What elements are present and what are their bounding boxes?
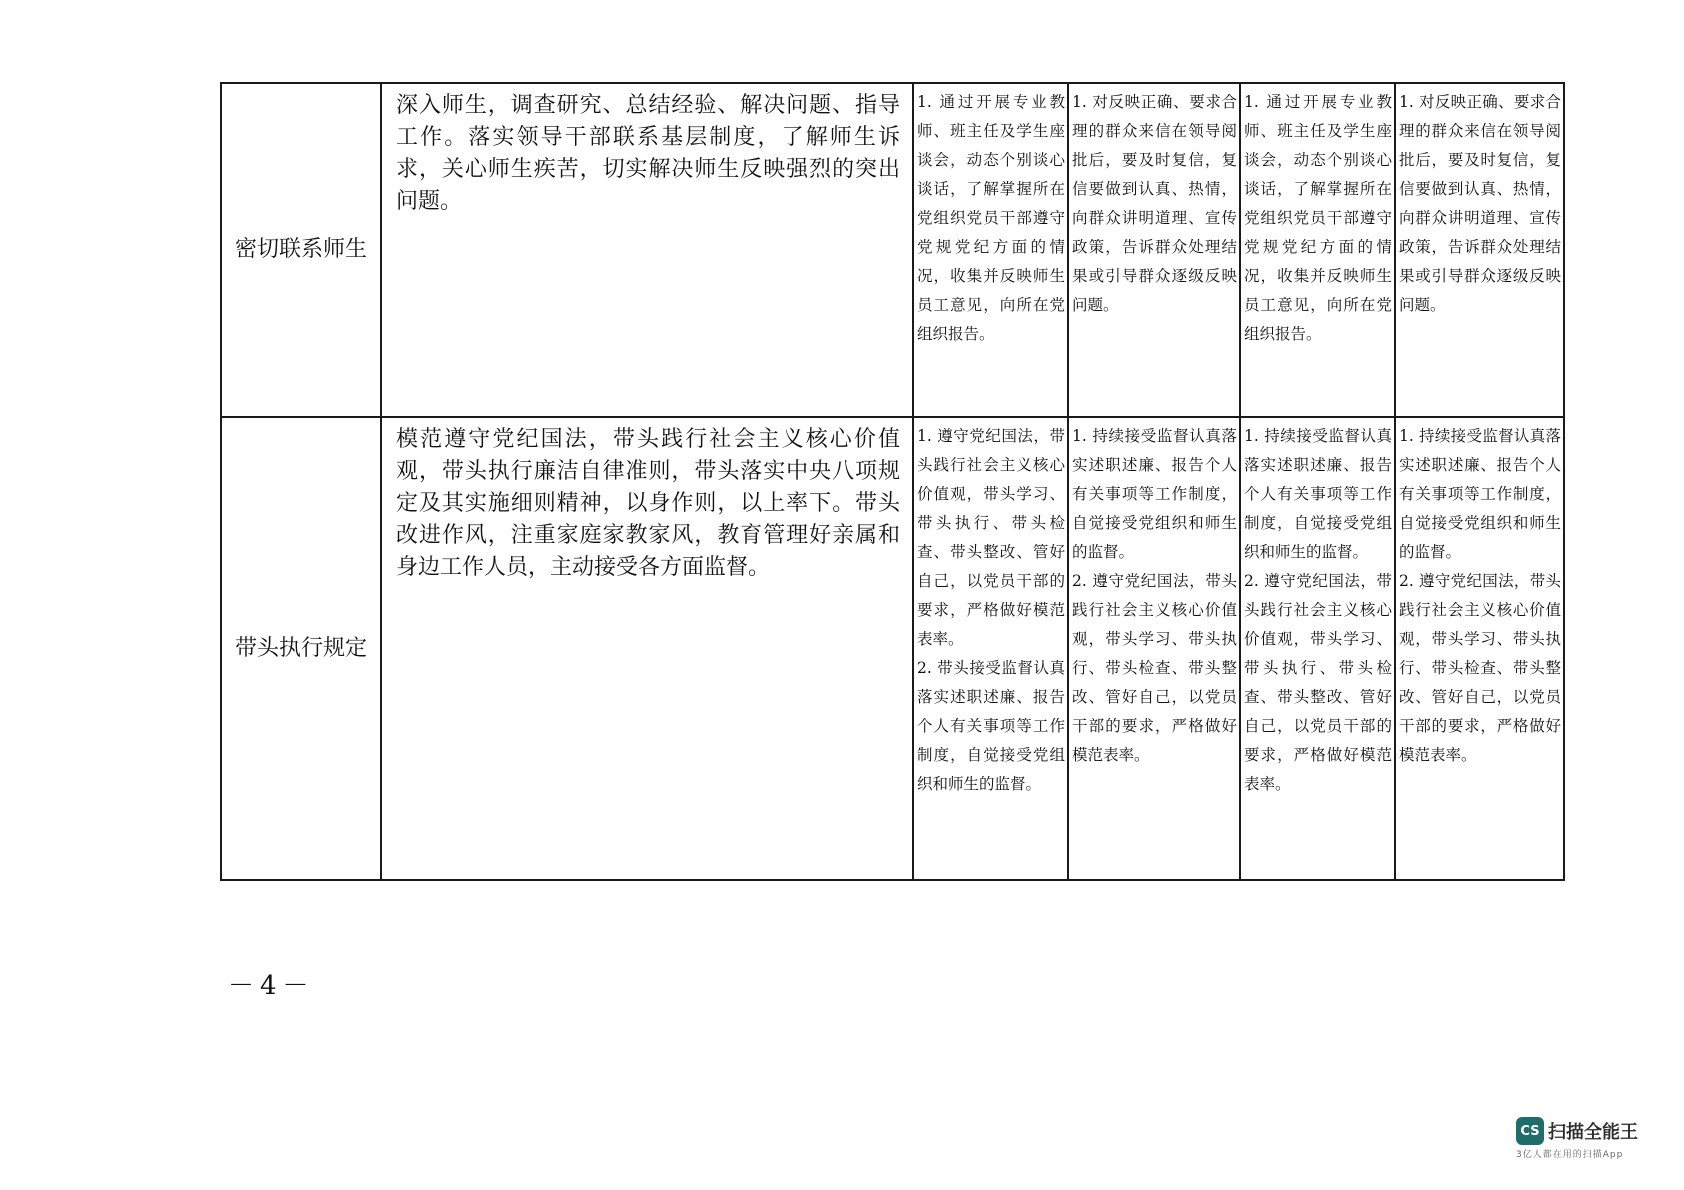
measure-text: 1. 持续接受监督认真落实述职述廉、报告个人有关事项等工作制度，自觉接受党组织和师生的监督。 [1244, 427, 1392, 561]
measure-text: 1. 持续接受监督认真落实述职述廉、报告个人有关事项等工作制度，自觉接受党组织和师生的监督。 [1399, 427, 1561, 561]
measure-cell [1395, 83, 1564, 417]
scanner-watermark [1516, 1117, 1666, 1160]
measure-text: 1. 持续接受监督认真落实述职述廉、报告个人有关事项等工作制度，自觉接受党组织和师生的监督。 [1072, 427, 1237, 561]
measure-text: 1. 对反映正确、要求合理的群众来信在领导阅批后，要及时复信，复信要做到认真、热情，向群众讲明道理、宣传政策，告诉群众处理结果或引导群众逐级反映问题。 [1072, 93, 1237, 314]
measure-cell [1068, 417, 1240, 880]
item-cell [221, 83, 381, 417]
measure-text: 2. 带头接受监督认真落实述职述廉、报告个人有关事项等工作制度，自觉接受党组织和师生的监督。 [917, 659, 1065, 793]
item-label: 带头执行规定 [234, 635, 367, 661]
duty-table [220, 82, 1565, 881]
measure-cell [913, 417, 1068, 880]
table-row [221, 417, 1564, 880]
item-cell [221, 417, 381, 880]
document-table-container [220, 82, 1565, 881]
watermark-header [1516, 1117, 1666, 1145]
table-row [221, 83, 1564, 417]
measure-text: 1. 通过开展专业教师、班主任及学生座谈会，动态个别谈心谈话，了解掌握所在党组织党员干部遵守党规党纪方面的情况，收集并反映师生员工意见，向所在党组织报告。 [917, 93, 1065, 343]
item-label: 密切联系师生 [234, 237, 367, 262]
watermark-slogan: 3亿人都在用的扫描App [1516, 1150, 1624, 1160]
camscanner-logo-icon: CS [1516, 1117, 1544, 1145]
measure-cell [1068, 83, 1240, 417]
watermark-app-name: 扫描全能王 [1548, 1122, 1638, 1143]
measure-text: 2. 遵守党纪国法，带头践行社会主义核心价值观，带头学习、带头执行、带头检查、带头整改、管好自己，以党员干部的要求，严格做好模范表率。 [1399, 572, 1561, 764]
page-number: －4－ [228, 971, 315, 1001]
measure-text: 2. 遵守党纪国法，带头践行社会主义核心价值观，带头学习、带头执行、带头检查、带头整改、管好自己，以党员干部的要求，严格做好模范表率。 [1072, 572, 1237, 764]
measure-text: 1. 对反映正确、要求合理的群众来信在领导阅批后，要及时复信，复信要做到认真、热情，向群众讲明道理、宣传政策，告诉群众处理结果或引导群众逐级反映问题。 [1399, 93, 1561, 314]
measure-cell [913, 83, 1068, 417]
requirement-text: 模范遵守党纪国法，带头践行社会主义核心价值观，带头执行廉洁自律准则，带头落实中央八项规定及其实施细则精神，以身作则，以上率下。带头改进作风，注重家庭家教家风，教育管理好亲属和身边工作人员，主动接受各方面监督。 [396, 427, 900, 580]
measure-cell [1240, 83, 1395, 417]
requirement-text: 深入师生，调查研究、总结经验、解决问题、指导工作。落实领导干部联系基层制度，了解师生诉求，关心师生疾苦，切实解决师生反映强烈的突出问题。 [396, 93, 900, 214]
measure-cell [1395, 417, 1564, 880]
measure-text: 1. 遵守党纪国法，带头践行社会主义核心价值观，带头学习、带头执行、带头检查、带头整改、管好自己，以党员干部的要求，严格做好模范表率。 [917, 427, 1065, 648]
measure-text: 2. 遵守党纪国法，带头践行社会主义核心价值观，带头学习、带头执行、带头检查、带头整改、管好自己，以党员干部的要求，严格做好模范表率。 [1244, 572, 1392, 793]
measure-cell [1240, 417, 1395, 880]
measure-text: 1. 通过开展专业教师、班主任及学生座谈会，动态个别谈心谈话，了解掌握所在党组织党员干部遵守党规党纪方面的情况，收集并反映师生员工意见，向所在党组织报告。 [1244, 93, 1392, 343]
requirement-cell [381, 417, 913, 880]
requirement-cell [381, 83, 913, 417]
